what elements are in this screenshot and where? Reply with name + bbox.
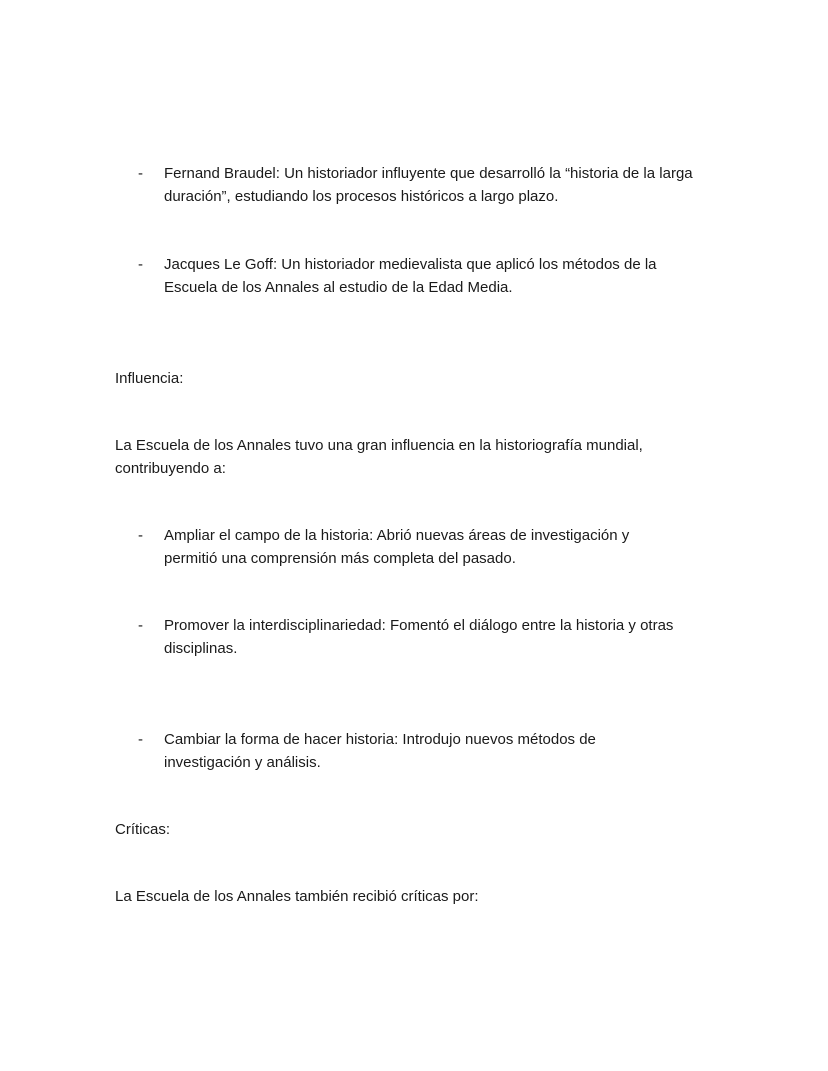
list-item-text: Ampliar el campo de la historia: Abrió nuevas áreas de investigación y permitió una comprensión más completa del pasado. — [164, 527, 630, 567]
list-item — [138, 162, 708, 208]
bullet-marker: - — [138, 731, 143, 748]
list-item — [138, 253, 708, 299]
list-item-text: Cambiar la forma de hacer historia: Introdujo nuevos métodos de investigación y análisis. — [164, 731, 596, 771]
criticas-intro: La Escuela de los Annales también recibió críticas por: — [115, 888, 479, 905]
list-item-text: Promover la interdisciplinariedad: Fomentó el diálogo entre la historia y otras disciplinas. — [164, 617, 674, 657]
bullet-marker: - — [138, 527, 143, 544]
section-heading-influencia: Influencia: — [115, 370, 184, 387]
bullet-marker: - — [138, 617, 143, 634]
bullet-marker: - — [138, 256, 143, 273]
section-heading-criticas: Críticas: — [115, 821, 171, 838]
bullet-marker: - — [138, 165, 143, 182]
list-item — [138, 524, 708, 570]
list-item — [138, 614, 708, 660]
list-item — [138, 728, 708, 774]
list-item-text: Fernand Braudel: Un historiador influyente que desarrolló la “historia de la larga duración”, estudiando los procesos históricos a largo plazo. — [164, 165, 693, 205]
list-item-text: Jacques Le Goff: Un historiador medievalista que aplicó los métodos de la Escuela de los Annales al estudio de la Edad Media. — [164, 256, 657, 296]
influencia-intro: La Escuela de los Annales tuvo una gran influencia en la historiografía mundial, contribuyendo a: — [115, 437, 643, 477]
